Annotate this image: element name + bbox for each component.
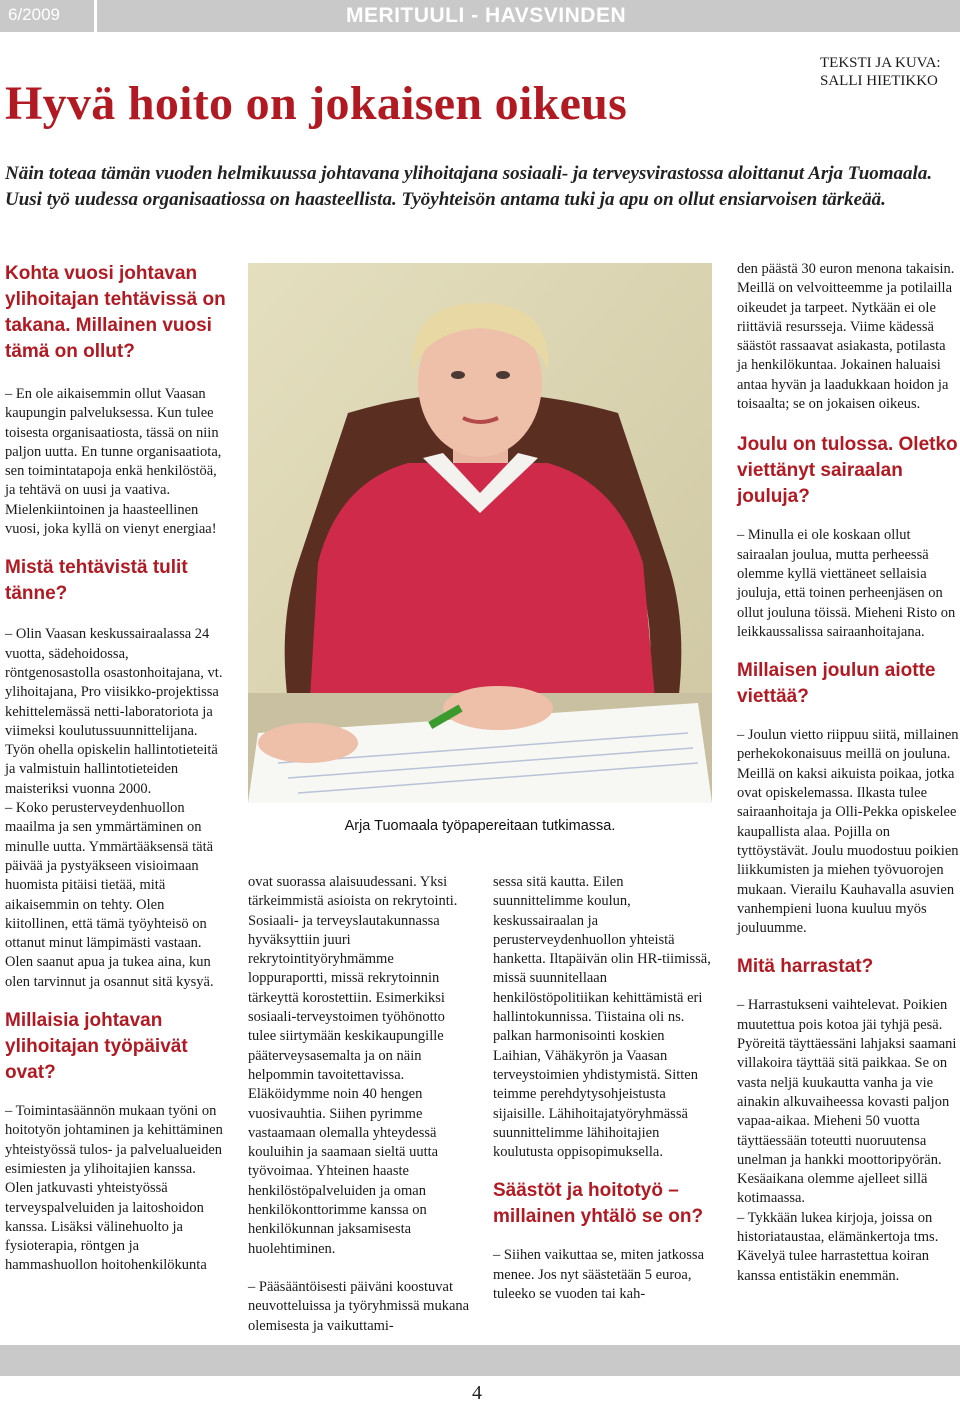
question-heading: Mistä tehtävistä tulit tänne? [5, 557, 188, 605]
body-paragraph: – Pääsääntöisesti päiväni koostuvat neuvotteluissa ja työryhmissä mukana olemisesta ja vaikuttami- [248, 1278, 470, 1334]
byline [820, 54, 941, 90]
answer-paragraph: – Joulun vietto riippuu siitä, millainen perhekokonaisuus meillä on jouluna. Meillä on kaksi aikuista poikaa, jotka ovat opiskelemassa. Ilkasta tulee sairaanhoitaja ja Olli-Pekka opiskelee kaupallista alaa. Pojilla on tyttöystävät. Joulu muodostuu poikien liikkumisten ja miehen työvuorojen mukaan. Vierailu Kauhavalla asuvien vanhempieni luona kuuluu myös jouluumme. [737, 727, 959, 937]
question-heading: Millaisen joulun aiotte viettää? [737, 660, 936, 708]
answer-paragraph: – Tykkään lukea kirjoja, joissa on historiataustaa, elämänkertoja tms. Kävelyä tulee harrastettua koiran kanssa entistäkin enemmän. [737, 1209, 939, 1284]
answer-paragraph: – Minulla ei ole koskaan ollut sairaalan joulua, mutta perheessä olemme kyllä viettäneet sellaisia jouluja, että toinen perheenjäsen on ollut jouluna töissä. Mieheni Risto on leikkaussalissa sairaanhoitajana. [737, 527, 956, 640]
byline-author: SALLI HIETIKKO [820, 73, 938, 89]
photo-caption: Arja Tuomaala työpapereitaan tutkimassa. [344, 818, 616, 834]
body-paragraph: Eläköidymme noin 40 hengen vuosivauhtia. Siihen pyrimme vastaamaan olemalla yhteydessä kouluihin ja saamaan sieltä uutta työvoimaa. Yhteinen haaste henkilöstöpalveluiden ja oman henkilökonttorimme kanssa on henkilökunnan jaksamisesta huolehtiminen. [248, 1086, 439, 1257]
question-heading: Säästöt ja hoitotyö – millainen yhtälö se on? [493, 1180, 704, 1228]
column-1 [5, 261, 227, 1276]
question-heading: Joulu on tulossa. Oletko viettänyt sairaalan jouluja? [737, 434, 958, 508]
article-title: Hyvä hoito on jokaisen oikeus [5, 77, 628, 130]
answer-paragraph: – Olin Vaasan keskussairaalassa 24 vuotta, sädehoidossa, röntgenosastolla osastonhoitajana, vt. ylihoitajana, Pro viisikko-projektissa kehittelemässä netti-laboratoriota ja viimeksi koulutussuunnittelijana. Työn ohella opiskelin hallintotieteitä ja valmistuin hallintotieteiden maisteriksi vuonna 2000. [5, 626, 223, 797]
issue-number: 6/2009 [8, 5, 60, 24]
article-lead: Näin toteaa tämän vuoden helmikuussa johtavana ylihoitajana sosiaali- ja terveysvirastossa aloittanut Arja Tuomaala. Uusi työ uudessa organisaatiossa on haasteellista. Työyhteisön antama tuki ja apu on ollut ensiarvoisen tärkeää. [5, 163, 933, 210]
portrait-photo [248, 263, 712, 803]
byline-label: TEKSTI JA KUVA: [820, 55, 941, 71]
question-heading: Kohta vuosi johtavan ylihoitajan tehtävissä on takana. Millainen vuosi tämä on ollut? [5, 263, 226, 362]
answer-paragraph: – Harrastukseni vaihtelevat. Poikien muutettua pois kotoa jäi tyhjä pesä. Pyöreitä täyttäessäni lahjaksi saamani villakoira täyttää sitä paikkaa. Se on vasta neljä kuukautta vanha ja vie ainakin alkuvaiheessa kovasti paljon vapaa-aikaa. Mieheni 50 vuotta täyttäessään toteutti nuoruutensa unelman ja hankki moottoripyörän. Kesäaikana olemme ajelleet sillä kotimaassa. [737, 997, 957, 1207]
column-4 [493, 873, 715, 1304]
page-number: 4 [472, 1382, 482, 1401]
body-paragraph: den päästä 30 euron menona takaisin. Meillä on velvoitteemme ja potilailla oikeudet ja tarpeet. Nytkään ei ole riittäviä resursseja. Viime kädessä säästöt rassaavat asiakasta, potilasta ja henkilökuntaa. Jokainen haluaisi antaa hyvän ja laadukkaan hoidon ja toisaalta; se on jokaisen oikeus. [737, 261, 955, 413]
header-divider [94, 0, 97, 32]
header-bar [0, 0, 960, 32]
question-heading: Millaisia johtavan ylihoitajan työpäivät ovat? [5, 1010, 188, 1084]
answer-paragraph: – Siihen vaikuttaa se, miten jatkossa menee. Jos nyt säästetään 5 euroa, tuleeko se vuoden tai kah- [493, 1247, 705, 1303]
body-paragraph: sessa sitä kautta. Eilen suunnittelimme koulun, keskussairaalan ja perusterveydenhuollon yhteistä hanketta. Iltapäivän olin HR-tiimissä, missä suunnitellaan henkilöstöpolitiikan kehittämistä eri hallintokunnissa. Tiistaina oli ns. palkan harmonisointi koskien Laihian, Vähäkyrön ja Vaasan terveystoimien yhdistymistä. Sitten teimme perehdytysohjeistusta sijaisille. Lähihoitajatyöryhmässä suunnittelimme lähihoitajien koulutusta oppisopimuksella. [493, 874, 711, 1161]
footer-bar [0, 1345, 960, 1376]
answer-paragraph: – En ole aikaisemmin ollut Vaasan kaupungin palveluksessa. Kun tulee toisesta organisaatiosta, tässä on niin paljon uutta. En tunne organisaatiota, sen toimintatapoja enkä henkilöstöä, ja tehtävä on uusi ja vaativa. Mielenkiintoinen ja haasteellinen vuosi, joka kyllä on vienyt energiaa! [5, 386, 222, 538]
magazine-title: MERITUULI - HAVSVINDEN [346, 4, 627, 27]
column-5 [737, 260, 959, 1286]
body-paragraph: ovat suorassa alaisuudessani. Yksi tärkeimmistä asioista on rekrytointi. Sosiaali- ja terveyslautakunnassa hyväksyttiin juuri rekrytointityöryhmämme loppuraportti, missä rekrytoinnin tärkeyttä korostettiin. Esimerkiksi sosiaali-terveystoimen työhönotto tulee siirtymään keskikaupungille pääterveysasemalta ja on näin helpommin tavoitettavissa. [248, 874, 458, 1083]
answer-paragraph: – Koko perusterveydenhuollon maailma ja sen ymmärtäminen on minulle uutta. Ymmärtääksensä tätä päivää ja pystyäkseen visioimaan huomista pitäisi tietää, mitä aikaisemmin on tehty. Olen kiitollinen, että tämä työyhteisö on ottanut minut lämpimästi vastaan. Olen saanut apua ja tukea aina, kun olen tarvinnut ja osannut sitä kysyä. [5, 800, 214, 990]
question-heading: Mitä harrastat? [737, 956, 874, 978]
portrait-illustration [248, 263, 712, 803]
answer-paragraph: – Toimintasäännön mukaan työni on hoitotyön johtaminen ja kehittäminen yhteistyössä tulos- ja palvelualueiden esimiesten ja ylihoitajien kanssa. Olen jatkuvasti yhteistyössä terveyspalveluiden ja laitoshoidon kanssa. Lisäksi välinehuolto ja fysioterapia, röntgen ja hammashuollon hoitohenkilökunta [5, 1103, 223, 1274]
column-3 [248, 873, 470, 1336]
